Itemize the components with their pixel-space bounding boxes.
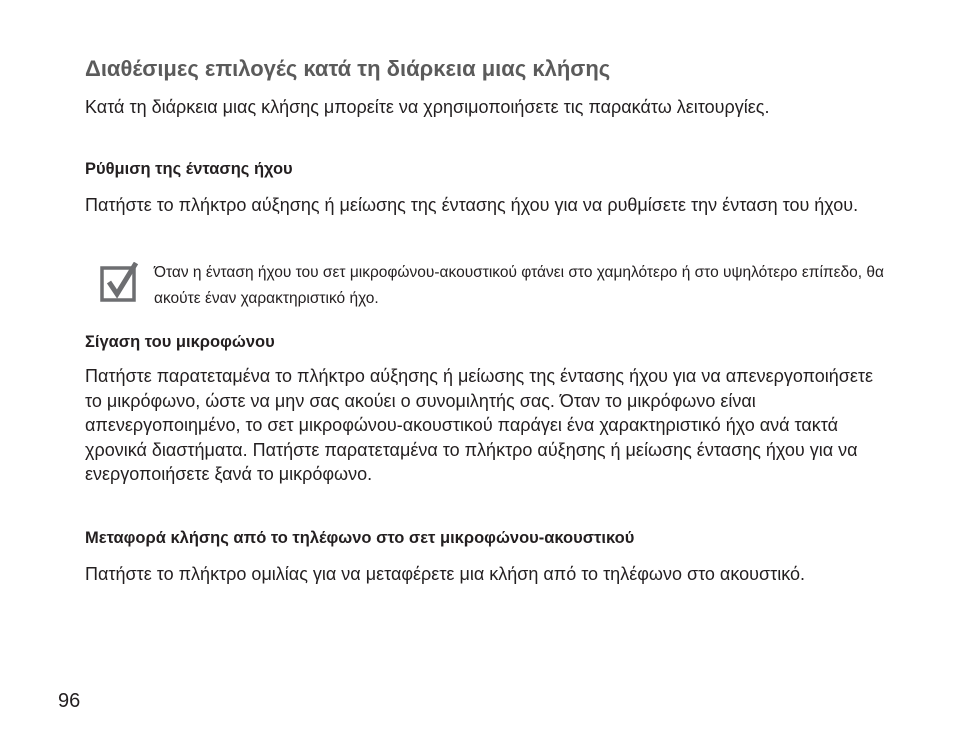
page-number: 96 bbox=[58, 690, 81, 712]
page-title: Διαθέσιμες επιλογές κατά τη διάρκεια μιας κλήσης bbox=[85, 56, 611, 81]
section-body-transfer: Πατήστε το πλήκτρο ομιλίας για να μεταφέρετε μια κλήση από το τηλέφωνο στο ακουστικό. bbox=[85, 564, 805, 584]
section-title-volume: Ρύθμιση της έντασης ήχου bbox=[85, 160, 293, 178]
section-title-mute: Σίγαση του μικροφώνου bbox=[85, 333, 275, 351]
section-body-volume: Πατήστε το πλήκτρο αύξησης ή μείωσης της έντασης ήχου για να ρυθμίσετε την ένταση του ήχου. bbox=[85, 195, 859, 215]
section-body-mute: Πατήστε παρατεταμένα το πλήκτρο αύξησης ή μείωσης της έντασης ήχου για να απενεργοποιήσετε το μικρόφωνο, ώστε να μην σας ακούει ο συνομιλητής σας. Όταν το μικρόφωνο είναι απενεργοποιημένο, το σετ μικροφώνου-ακουστικού παράγει ένα χαρακτηριστικό ήχο ανά τακτά χρονικά διαστήματα. Πατήστε παρατεταμένα το πλήκτρο αύξησης ή μείωσης έντασης ήχου για να ενεργοποιήσετε ξανά το μικρόφωνο. bbox=[85, 366, 874, 484]
intro-paragraph: Κατά τη διάρκεια μιας κλήσης μπορείτε να χρησιμοποιήσετε τις παρακάτω λειτουργίες. bbox=[85, 97, 770, 117]
checkbox-note-icon bbox=[100, 262, 140, 302]
note-text: Όταν η ένταση ήχου του σετ μικροφώνου-ακουστικού φτάνει στο χαμηλότερο ή στο υψηλότερο επίπεδο, θα ακούτε έναν χαρακτηριστικό ήχο. bbox=[154, 264, 884, 307]
section-title-transfer: Μεταφορά κλήσης από το τηλέφωνο στο σετ μικροφώνου-ακουστικού bbox=[85, 529, 635, 547]
